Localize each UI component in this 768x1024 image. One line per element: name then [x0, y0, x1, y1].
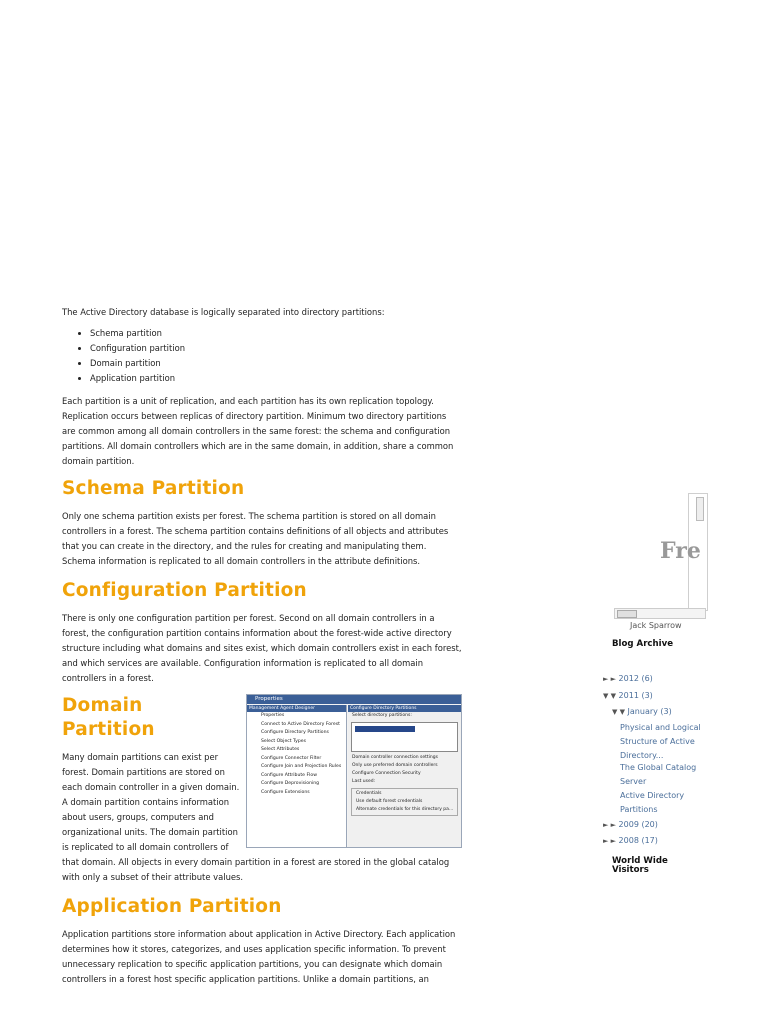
archive-link[interactable]: 2012 (6) — [618, 674, 653, 683]
credentials-group — [351, 788, 458, 816]
connection-security-label: Configure Connection Security — [352, 771, 421, 776]
application-heading: Application Partition — [62, 896, 282, 917]
gadget-vertical-scrollbar[interactable] — [696, 497, 704, 521]
step-item: Select Attributes — [261, 747, 300, 752]
credentials-label: Credentials — [356, 791, 382, 796]
archive-post-link[interactable]: Physical and Logical Structure of Active Directory... — [620, 723, 701, 760]
archive-post-link[interactable]: The Global Catalog Server — [620, 763, 697, 786]
scroll-thumb[interactable] — [617, 610, 637, 618]
archive-link[interactable]: 2011 (3) — [618, 691, 653, 700]
list-item: • Configuration partition — [90, 341, 462, 356]
article-body — [62, 305, 462, 987]
right-pane-header: Configure Directory Partitions — [348, 705, 461, 712]
step-item: Select Object Types — [261, 738, 306, 744]
partition-listbox — [351, 722, 458, 752]
step-item: Configure Connector Filter — [261, 755, 322, 761]
step-item: Connect to Active Directory Forest — [261, 721, 340, 727]
archive-link[interactable]: 2009 (20) — [618, 820, 658, 829]
archive-year-2011[interactable] — [603, 689, 653, 703]
select-label: Select directory partitions: — [352, 713, 412, 718]
use-default-radio-label: Use default forest credentials — [356, 799, 423, 804]
collapse-arrow-icon[interactable]: ▼ ▼ — [612, 708, 625, 716]
gadget-caption: Jack Sparrow — [630, 621, 682, 630]
archive-year-2009[interactable] — [603, 818, 658, 832]
intro-text: The Active Directory database is logically separated into directory partitions: — [62, 307, 385, 317]
archive-link[interactable]: 2008 (17) — [618, 836, 658, 845]
screenshot-right-pane — [348, 705, 461, 847]
left-pane-header: Management Agent Designer — [247, 705, 346, 712]
selected-partition — [355, 726, 415, 732]
schema-heading: Schema Partition — [62, 478, 245, 499]
archive-post-link[interactable]: Active Directory Partitions — [620, 791, 685, 814]
step-item: Configure Extensions — [261, 789, 310, 795]
archive-year-2012[interactable] — [603, 672, 653, 686]
step-item: Configure Attribute Flow — [261, 772, 317, 778]
collapse-arrow-icon[interactable]: ▼ ▼ — [603, 692, 616, 700]
expand-arrow-icon[interactable]: ► ► — [603, 675, 616, 683]
properties-screenshot — [246, 694, 462, 848]
screenshot-title: Properties — [247, 695, 461, 704]
sidebar — [598, 0, 768, 1024]
archive-link[interactable]: January (3) — [627, 707, 672, 716]
alternate-radio-label: Alternate credentials for this directory pa... — [356, 807, 454, 812]
gadget-horizontal-scrollbar[interactable] — [614, 608, 706, 619]
domain-heading: Domain Partition — [62, 695, 155, 740]
step-item: Properties — [261, 713, 285, 718]
dc-settings-label: Domain controller connection settings — [352, 755, 438, 760]
gadget-text: Fre — [660, 538, 701, 564]
preferred-checkbox-label: Only use preferred domain controllers — [352, 763, 438, 768]
archive-month-january[interactable] — [612, 705, 672, 719]
list-item: • Domain partition — [90, 356, 462, 371]
configuration-paragraph: There is only one configuration partition per forest. Second on all domain controllers in a forest, the configuration partition contains information about the forest-wide active directory structure including what domains and sites exist, which domain controllers exist in each forest, and which services are available. Configuration information is replicated to all domain controllers in a forest. — [62, 613, 462, 683]
world-wide-visitors-title: World Wide Visitors — [612, 856, 668, 875]
expand-arrow-icon[interactable]: ► ► — [603, 837, 616, 845]
step-item: Configure Directory Partitions — [261, 730, 329, 735]
step-item: Configure Join and Projection Rules — [261, 764, 342, 769]
last-used-label: Last used: — [352, 779, 376, 784]
schema-paragraph: Only one schema partition exists per forest. The schema partition is stored on all domain controllers in a forest. The schema partition contains definitions of all objects and attributes that you can create in the directory, and the rules for creating and manipulating them. Schema information is replicated to all domain controllers in the attribute definitions. — [62, 511, 449, 566]
application-paragraph: Application partitions store information about application in Active Directory. Each application determines how it stores, categorizes, and uses application specific information. To prevent unnecessary replication to specific application partitions, you can designate which domain controllers in a forest host specific application partitions. Unlike a domain partitions, an — [62, 929, 456, 984]
archive-year-2008[interactable] — [603, 834, 658, 848]
partition-list — [62, 326, 462, 386]
configuration-heading: Configuration Partition — [62, 580, 307, 601]
expand-arrow-icon[interactable]: ► ► — [603, 821, 616, 829]
list-item: • Application partition — [90, 371, 462, 386]
domain-paragraph: Many domain partitions can exist per forest. Domain partitions are stored on each domain controller in a given domain. A domain partition contains information about users, groups, computers and organizational units. The domain partition is replicated to all domain controllers of that domain. All objects in every domain partition in a forest are stored in the global catalog with only a subset of their attribute values. — [62, 752, 450, 882]
list-item: • Schema partition — [90, 326, 462, 341]
screenshot-left-pane — [247, 705, 347, 847]
step-item: Configure Deprovisioning — [261, 781, 320, 786]
blog-archive-title: Blog Archive — [612, 639, 674, 649]
replication-paragraph: Each partition is a unit of replication, and each partition has its own replication topology. Replication occurs between replicas of directory partition. Minimum two directory partitions are common among all domain controllers in the same forest: the schema and configuration partitions. All domain controllers which are in the same domain, in addition, share a common domain partition. — [62, 396, 454, 466]
